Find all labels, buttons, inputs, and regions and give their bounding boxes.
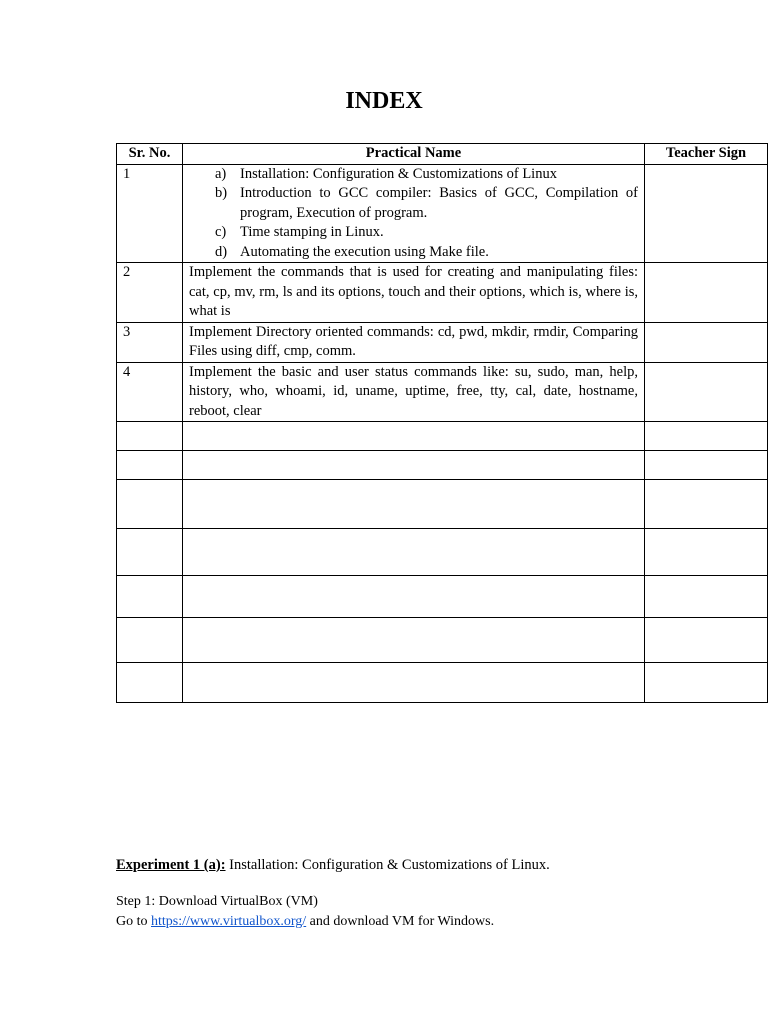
table-row-empty — [117, 618, 768, 663]
list-item-text: Introduction to GCC compiler: Basics of GCC, Compilation of program, Execution of program. — [240, 185, 638, 221]
step-1-instruction — [116, 912, 756, 932]
list-marker: b) — [215, 185, 228, 201]
header-practical-name: Practical Name — [183, 144, 645, 165]
teacher-sign-cell — [645, 164, 768, 263]
table-row-empty — [117, 529, 768, 576]
empty-cell — [645, 422, 768, 451]
table-row — [117, 322, 768, 362]
teacher-sign-cell — [645, 362, 768, 422]
table-header-row — [117, 144, 768, 165]
table-row — [117, 263, 768, 323]
table-row-empty — [117, 576, 768, 618]
empty-cell — [183, 451, 645, 480]
header-teacher-sign: Teacher Sign — [645, 144, 768, 165]
index-table — [116, 143, 768, 703]
sr-number: 2 — [117, 263, 183, 323]
sr-number: 3 — [117, 322, 183, 362]
list-marker: d) — [215, 243, 228, 260]
instruction-prefix: Go to — [116, 913, 151, 929]
teacher-sign-cell — [645, 322, 768, 362]
experiment-title: Installation: Configuration & Customizations of Linux. — [225, 857, 550, 873]
table-row-empty — [117, 480, 768, 529]
experiment-label: Experiment 1 (a): — [116, 857, 226, 873]
empty-cell — [645, 618, 768, 663]
empty-cell — [117, 422, 183, 451]
practical-name-cell: Implement Directory oriented commands: cd, pwd, mkdir, rmdir, Comparing Files using diff, cmp, comm. — [183, 322, 645, 362]
list-marker: a) — [215, 165, 227, 182]
empty-cell — [117, 576, 183, 618]
table-row-empty — [117, 663, 768, 703]
empty-cell — [117, 451, 183, 480]
empty-cell — [645, 576, 768, 618]
table-row — [117, 362, 768, 422]
empty-cell — [645, 480, 768, 529]
sr-number: 1 — [117, 164, 183, 263]
list-item — [189, 165, 638, 185]
empty-cell — [183, 576, 645, 618]
empty-cell — [645, 529, 768, 576]
virtualbox-link[interactable]: https://www.virtualbox.org/ — [151, 913, 307, 929]
steps-block — [116, 892, 756, 931]
empty-cell — [117, 618, 183, 663]
table-row-empty — [117, 422, 768, 451]
list-item — [189, 223, 638, 243]
empty-cell — [117, 480, 183, 529]
empty-cell — [183, 529, 645, 576]
practical-name-cell: Implement the commands that is used for creating and manipulating files: cat, cp, mv, rm, ls and its options, touch and their options, which is, where is, what is — [183, 263, 645, 323]
list-item — [189, 184, 638, 223]
experiment-heading-line — [116, 855, 756, 875]
empty-cell — [117, 529, 183, 576]
empty-cell — [645, 451, 768, 480]
sub-practical-list — [189, 165, 638, 263]
empty-cell — [183, 480, 645, 529]
list-item-text: Installation: Configuration & Customizations of Linux — [240, 165, 557, 182]
list-item — [189, 243, 638, 263]
list-marker: c) — [215, 224, 227, 240]
teacher-sign-cell — [645, 263, 768, 323]
practical-name-cell: Implement the basic and user status commands like: su, sudo, man, help, history, who, whoami, id, uname, uptime, free, tty, cal, date, hostname, reboot, clear — [183, 362, 645, 422]
empty-cell — [117, 663, 183, 703]
list-item-text: Time stamping in Linux. — [240, 224, 384, 240]
empty-cell — [183, 663, 645, 703]
header-sr-no: Sr. No. — [117, 144, 183, 165]
empty-cell — [183, 422, 645, 451]
empty-cell — [183, 618, 645, 663]
sr-number: 4 — [117, 362, 183, 422]
page-title: INDEX — [345, 88, 423, 114]
list-item-text: Automating the execution using Make file. — [240, 243, 489, 260]
empty-cell — [645, 663, 768, 703]
step-1-text: Step 1: Download VirtualBox (VM) — [116, 894, 318, 909]
instruction-suffix: and download VM for Windows. — [306, 913, 495, 929]
table-row — [117, 164, 768, 263]
practical-name-cell — [183, 164, 645, 263]
table-row-empty — [117, 451, 768, 480]
